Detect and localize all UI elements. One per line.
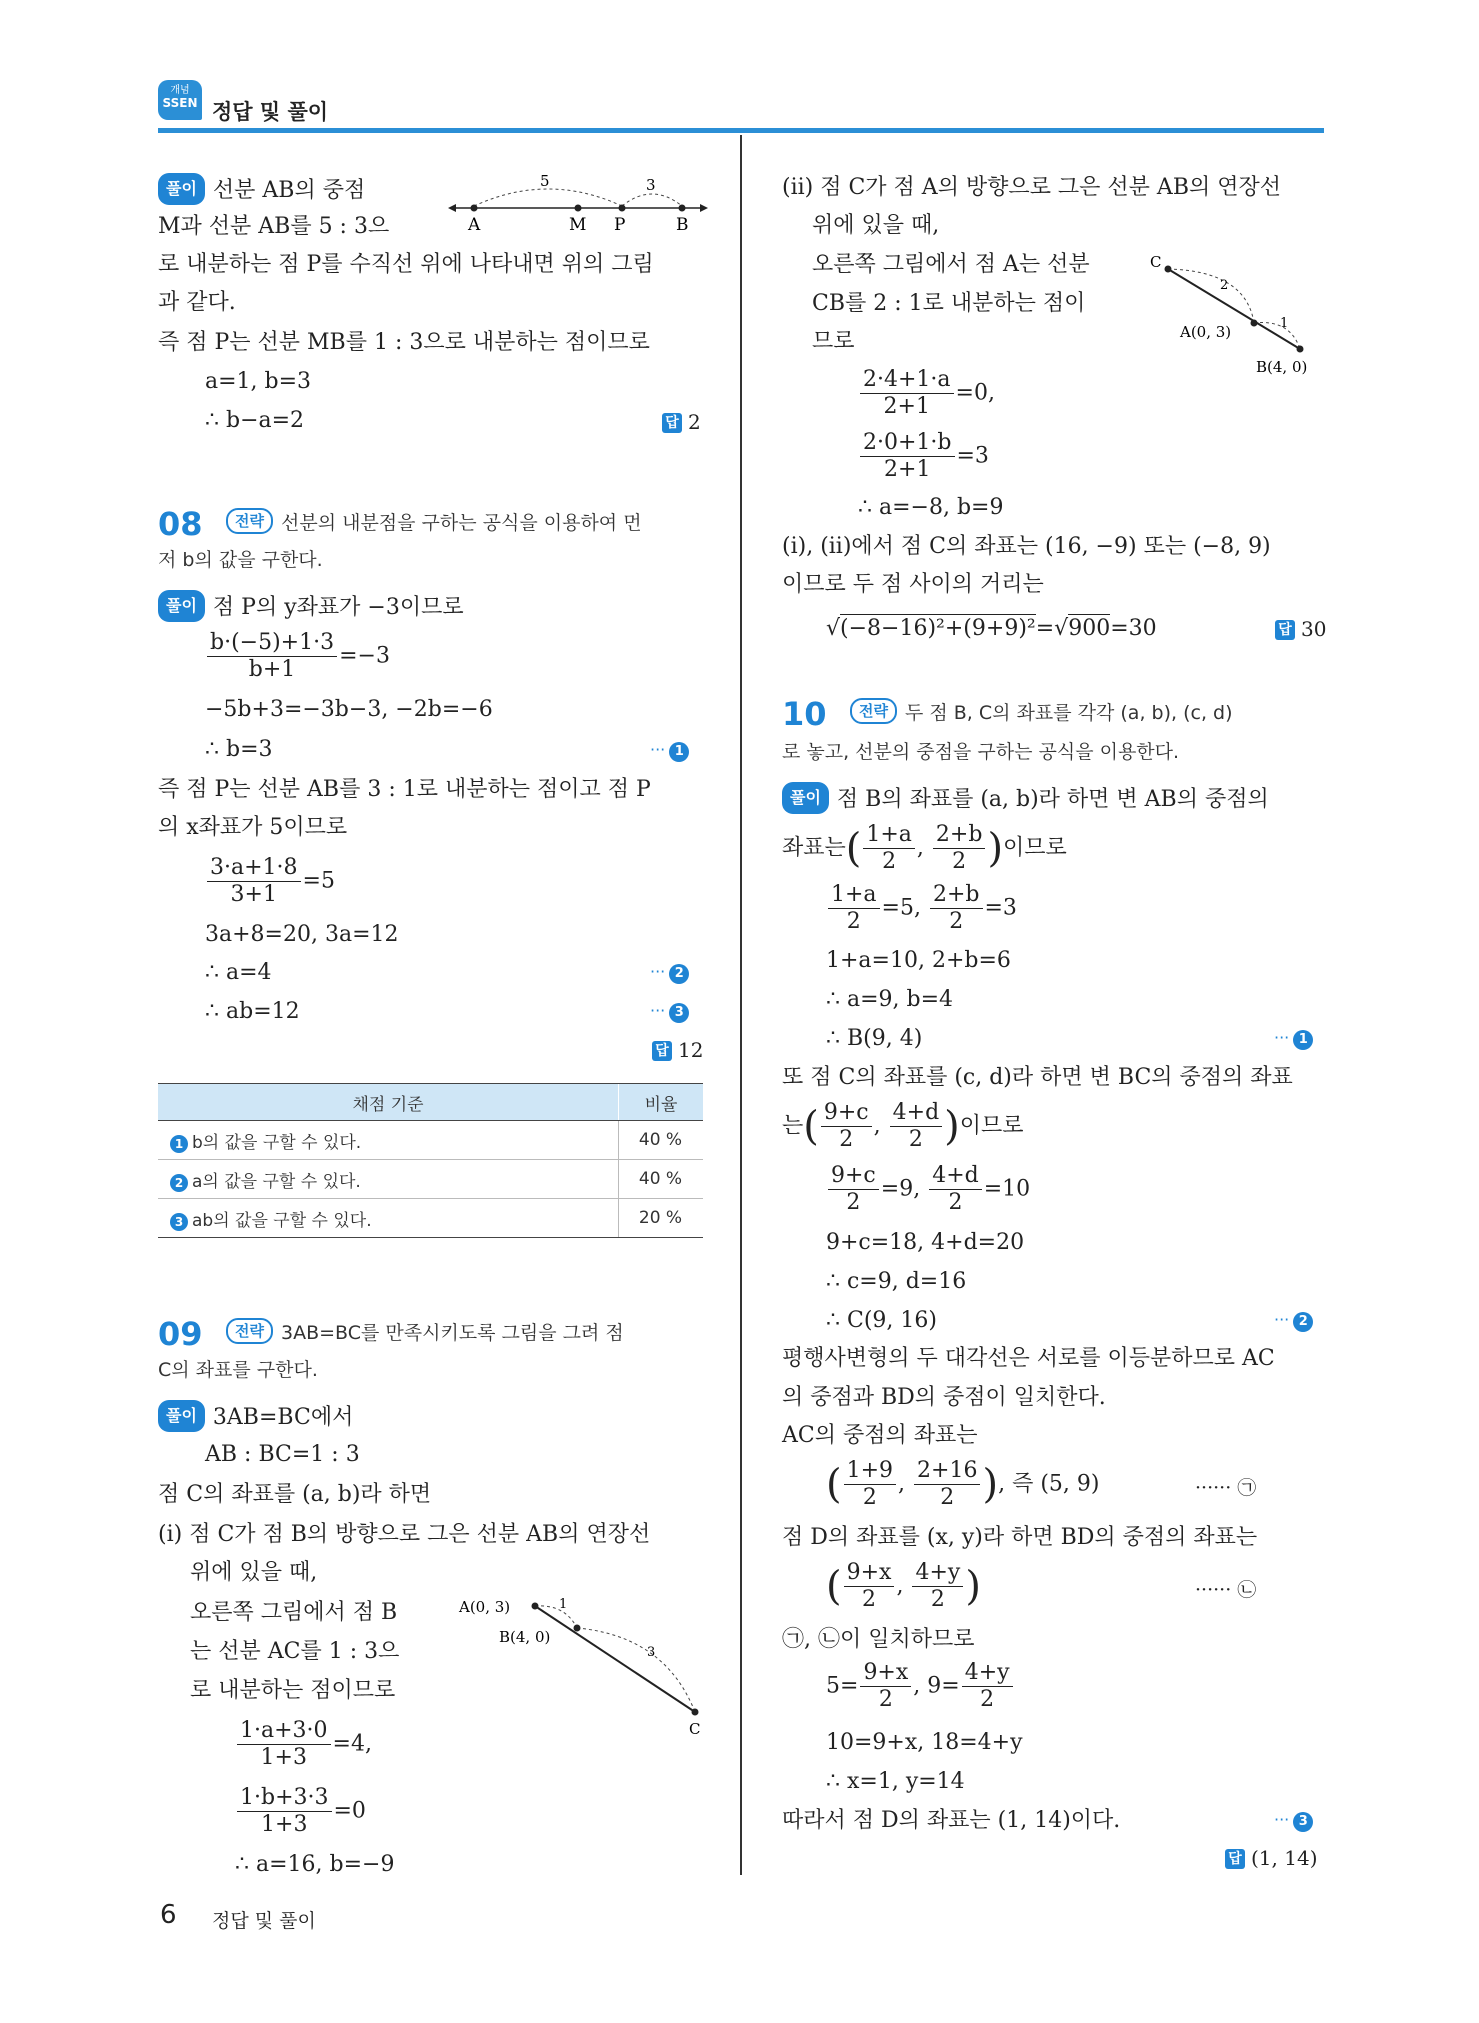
label-ratio-3: 3 <box>647 1645 656 1660</box>
q10-line-1 <box>782 782 1269 815</box>
frac-numerator: 4+d <box>890 1100 943 1127</box>
frac-denominator: 2 <box>948 1190 963 1215</box>
q09-text: 3AB=BC에서 <box>212 1405 354 1430</box>
right-arrow-head <box>700 204 708 212</box>
q09-answer <box>1275 617 1326 641</box>
step-3-icon: 3 <box>1293 1812 1313 1832</box>
q10-line-5: ∴ a=9, b=4 <box>826 987 954 1012</box>
frac-numerator: 1·b+3·3 <box>237 1785 332 1812</box>
q09-line-7: 는 선분 AC를 1 : 3으 <box>190 1639 400 1664</box>
q10-text: 점 B의 좌표를 (a, b)라 하면 변 AB의 중점의 <box>836 787 1269 812</box>
answer-icon: 답 <box>1275 620 1295 640</box>
q10-strategy-text: 두 점 B, C의 좌표를 각각 (a, b), (c, d) <box>904 702 1233 724</box>
q07-text: 선분 AB의 중점 <box>212 178 366 203</box>
strategy-badge: 전략 <box>226 1318 273 1344</box>
q07-answer <box>662 410 701 434</box>
frac-numerator: 2+16 <box>914 1458 980 1485</box>
solution-badge: 풀이 <box>158 1400 205 1432</box>
step-arrow: ··· <box>1274 1810 1290 1829</box>
frac-denominator: 2 <box>862 1587 877 1612</box>
answer-icon: 답 <box>652 1041 672 1061</box>
q10-mark-2: ······ ㉡ <box>1195 1579 1257 1601</box>
q08-line-8: ∴ ab=12 <box>205 999 300 1024</box>
frac-numerator: 2+b <box>933 822 986 849</box>
step-3-icon: 3 <box>669 1003 689 1023</box>
q08-line-2: −5b+3=−3b−3, −2b=−6 <box>205 697 493 722</box>
q07-line-5: 즉 점 P는 선분 MB를 1 : 3으로 내분하는 점이므로 <box>158 330 650 355</box>
label-m: M <box>569 215 587 235</box>
frac-denominator: 2 <box>908 1127 923 1152</box>
column-divider <box>740 135 742 1875</box>
table-cell-ratio: 40 % <box>619 1160 704 1199</box>
sqrt-900: 900 <box>1068 616 1111 641</box>
q08-strategy-line-2: 저 b의 값을 구한다. <box>158 549 323 571</box>
point-b-dot <box>679 205 686 212</box>
q08-strategy-text: 선분의 내분점을 구하는 공식을 이용하여 먼 <box>280 512 642 534</box>
q10-line-13: 평행사변형의 두 대각선은 서로를 이등분하므로 AC <box>782 1346 1275 1371</box>
strategy-badge: 전략 <box>226 508 273 534</box>
frac-denominator: b+1 <box>248 657 296 682</box>
frac-numerator: 2+b <box>930 882 983 909</box>
label-ratio-2: 2 <box>1220 278 1229 293</box>
frac-denominator: 1+3 <box>260 1745 307 1770</box>
frac-denominator: 2 <box>882 849 897 874</box>
text: , 9= <box>913 1673 960 1699</box>
point-c-dot <box>1165 266 1172 273</box>
q10-line-16: ( $\frac{1+9}{2}$ , $\frac{2+16}{2}$ ), 즉 (5, 9) <box>826 1458 1100 1510</box>
grading-criteria-table <box>158 1083 703 1238</box>
frac-result: =5 <box>302 868 335 894</box>
criteria-text: b의 값을 구할 수 있다. <box>192 1132 362 1153</box>
answer-icon: 답 <box>1225 1849 1245 1869</box>
frac-numerator: 9+x <box>860 1660 911 1687</box>
q07-line-2: M과 선분 AB를 5 : 3으 <box>158 214 390 239</box>
q09-right-line-2: 위에 있을 때, <box>812 213 940 238</box>
span-label-3: 3 <box>646 176 656 194</box>
table-row <box>158 1160 703 1199</box>
q10-line-22: ∴ x=1, y=14 <box>826 1769 965 1794</box>
frac-denominator: 3+1 <box>230 882 277 907</box>
q08-line-6: 3a+8=20, 3a=12 <box>205 922 399 947</box>
q09-fraction-3 <box>858 367 995 420</box>
q09-right-line-8: 이므로 두 점 사이의 거리는 <box>782 572 1044 597</box>
logo-bottom-text: SSEN <box>162 96 198 110</box>
q09-distance-line: √(−8−16)²+(9+9)²=√900=30 <box>826 616 1157 641</box>
text: 이므로 <box>1003 835 1067 861</box>
q10-line-6: ∴ B(9, 4) <box>826 1026 923 1051</box>
brand-logo <box>158 80 202 120</box>
frac-denominator: 2 <box>839 1127 854 1152</box>
point-p-dot <box>619 205 626 212</box>
frac-numerator: 2·0+1·b <box>860 430 955 457</box>
q09-strategy-text: 3AB=BC를 만족시키도록 그림을 그려 점 <box>280 1322 624 1344</box>
q07-answer-value: 2 <box>688 410 701 434</box>
q09-right-line-6: ∴ a=−8, b=9 <box>858 495 1004 520</box>
q08-step-2-marker <box>650 962 689 984</box>
text: 5= <box>826 1673 859 1699</box>
q08-step-3-marker <box>650 1001 689 1023</box>
table-cell-criteria <box>158 1199 619 1238</box>
circle-number-icon: 2 <box>170 1174 188 1192</box>
point-b-dot <box>1297 346 1304 353</box>
frac-result: =10 <box>983 1176 1031 1202</box>
frac-numerator: 9+c <box>828 1163 879 1190</box>
frac-numerator: 1·a+3·0 <box>237 1718 331 1745</box>
table-cell-ratio: 40 % <box>619 1121 704 1160</box>
criteria-text: a의 값을 구할 수 있다. <box>192 1171 361 1192</box>
header-title: 정답 및 풀이 <box>212 100 329 124</box>
label-c: C <box>689 1720 701 1738</box>
text: , 즉 (5, 9) <box>998 1471 1100 1497</box>
table-header-row <box>158 1084 703 1121</box>
q07-line-7: ∴ b−a=2 <box>205 408 305 433</box>
circle-number-icon: 1 <box>170 1135 188 1153</box>
q10-strategy-line-2: 로 놓고, 선분의 중점을 구하는 공식을 이용한다. <box>782 741 1180 763</box>
q08-answer-value: 12 <box>678 1038 704 1062</box>
q09-number: 09 <box>158 1315 203 1353</box>
header-rule <box>158 128 1324 133</box>
label-ratio-1: 1 <box>1280 316 1289 331</box>
q09-line-9: ∴ a=16, b=−9 <box>235 1852 395 1877</box>
frac-denominator: 2 <box>862 1485 877 1510</box>
point-c-dot <box>692 1709 699 1716</box>
q09-line-5: 위에 있을 때, <box>190 1560 318 1585</box>
text: 좌표는 <box>782 835 846 861</box>
frac-denominator: 2 <box>878 1687 893 1712</box>
answer-icon: 답 <box>662 413 682 433</box>
q09-line-4: (i) 점 C가 점 B의 방향으로 그은 선분 AB의 연장선 <box>158 1522 651 1547</box>
q09-line-3: 점 C의 좌표를 (a, b)라 하면 <box>158 1482 432 1507</box>
frac-numerator: 4+d <box>929 1163 982 1190</box>
label-b: B(4, 0) <box>1256 358 1308 376</box>
frac-numerator: 1+9 <box>844 1458 896 1485</box>
q09-line-1 <box>158 1400 353 1433</box>
q08-strategy-line-1 <box>226 508 642 538</box>
left-arrow-head <box>448 204 456 212</box>
frac-numerator: 1+a <box>863 822 915 849</box>
q08-line-1 <box>158 590 464 623</box>
page-number: 6 <box>160 1900 177 1930</box>
label-p: P <box>614 215 626 235</box>
text: 는 <box>782 1113 804 1139</box>
label-c: C <box>1150 253 1162 271</box>
q10-mark-1: ······ ㉠ <box>1195 1477 1257 1499</box>
frac-denominator: 2 <box>930 1587 945 1612</box>
q08-number: 08 <box>158 505 203 543</box>
criteria-text: ab의 값을 구할 수 있다. <box>192 1210 372 1231</box>
q09-line-2: AB : BC=1 : 3 <box>205 1442 360 1467</box>
q07-line-3: 로 내분하는 점 P를 수직선 위에 나타내면 위의 그림 <box>158 252 654 277</box>
table-cell-ratio: 20 % <box>619 1199 704 1238</box>
q08-line-3: ∴ b=3 <box>205 737 273 762</box>
q10-line-7: 또 점 C의 좌표를 (c, d)라 하면 변 BC의 중점의 좌표 <box>782 1065 1293 1090</box>
span-arc-5 <box>474 189 622 206</box>
q10-line-23: 따라서 점 D의 좌표는 (1, 14)이다. <box>782 1808 1121 1833</box>
q08-fraction-1 <box>205 630 390 683</box>
label-b: B <box>676 215 689 235</box>
q10-step-1-marker <box>1274 1028 1313 1050</box>
q09-fraction-1 <box>235 1718 372 1771</box>
point-a-dot <box>471 205 478 212</box>
q09-right-line-5: 므로 <box>812 329 855 354</box>
label-a: A <box>468 215 481 235</box>
q10-line-10: 9+c=18, 4+d=20 <box>826 1230 1025 1255</box>
step-2-icon: 2 <box>1293 1312 1313 1332</box>
table-row <box>158 1199 703 1238</box>
span-arc-3 <box>622 194 682 206</box>
frac-numerator: 2·4+1·a <box>860 367 954 394</box>
q09-right-line-1: (ii) 점 C가 점 A의 방향으로 그은 선분 AB의 연장선 <box>782 175 1281 200</box>
q08-line-5: 의 x좌표가 5이므로 <box>158 815 348 840</box>
frac-numerator: 4+y <box>912 1560 963 1587</box>
q10-line-21: 10=9+x, 18=4+y <box>826 1730 1023 1755</box>
label-a: A(0, 3) <box>459 1598 511 1616</box>
q07-number-line-figure <box>448 170 708 236</box>
frac-numerator: 9+c <box>821 1100 872 1127</box>
frac-denominator: 2 <box>940 1485 955 1510</box>
q10-line-8: 는( $\frac{9+c}{2}$ , $\frac{4+d}{2}$ )이므로 <box>782 1100 1024 1152</box>
q09-strategy-line-1 <box>226 1318 624 1348</box>
q10-line-11: ∴ c=9, d=16 <box>826 1269 967 1294</box>
text: 이므로 <box>959 1113 1024 1139</box>
q10-line-18: ( $\frac{9+x}{2}$ , $\frac{4+y}{2}$ ) <box>826 1560 981 1612</box>
q10-line-20 <box>826 1660 1015 1713</box>
step-2-icon: 2 <box>669 964 689 984</box>
q10-line-17: 점 D의 좌표를 (x, y)라 하면 BD의 중점의 좌표는 <box>782 1525 1258 1550</box>
q08-text: 점 P의 y좌표가 −3이므로 <box>212 595 464 620</box>
q09-line-8: 로 내분하는 점이므로 <box>190 1678 396 1703</box>
q09-figure-case-2 <box>1140 245 1330 380</box>
table-cell-criteria <box>158 1160 619 1199</box>
frac-result: =−3 <box>339 643 390 669</box>
label-ratio-1: 1 <box>559 1597 568 1612</box>
frac-numerator: 1+a <box>828 882 880 909</box>
frac-denominator: 2 <box>846 909 861 934</box>
q09-right-line-3: 오른쪽 그림에서 점 A는 선분 <box>812 252 1090 277</box>
footer-title: 정답 및 풀이 <box>212 1910 316 1932</box>
solution-badge: 풀이 <box>158 173 205 205</box>
q07-line-4: 과 같다. <box>158 290 236 315</box>
q08-step-1-marker <box>650 740 689 762</box>
q07-line-1 <box>158 173 365 206</box>
q09-figure-case-1 <box>455 1590 710 1740</box>
frac-denominator: 2+1 <box>883 394 930 419</box>
frac-numerator: 3·a+1·8 <box>207 855 301 882</box>
q10-line-19: ㉠, ㉡이 일치하므로 <box>782 1627 975 1652</box>
frac-result: =5, <box>881 895 921 921</box>
label-a: A(0, 3) <box>1180 323 1232 341</box>
q10-step-2-marker <box>1274 1310 1313 1332</box>
frac-denominator: 2 <box>846 1190 861 1215</box>
point-a-dot <box>1251 320 1258 327</box>
circle-number-icon: 3 <box>170 1213 188 1231</box>
q10-line-12: ∴ C(9, 16) <box>826 1308 937 1333</box>
step-arrow: ··· <box>650 1001 666 1020</box>
frac-result: =0 <box>333 1798 366 1824</box>
q09-line-6: 오른쪽 그림에서 점 B <box>190 1600 398 1625</box>
frac-denominator: 1+3 <box>261 1812 308 1837</box>
q09-strategy-line-2: C의 좌표를 구한다. <box>158 1359 318 1381</box>
q10-line-3 <box>826 882 1017 935</box>
solution-badge: 풀이 <box>782 782 829 814</box>
strategy-badge: 전략 <box>850 698 897 724</box>
frac-denominator: 2 <box>952 849 967 874</box>
frac-numerator: 9+x <box>844 1560 895 1587</box>
q08-fraction-2 <box>205 855 335 908</box>
step-arrow: ··· <box>1274 1028 1290 1047</box>
step-arrow: ··· <box>1274 1310 1290 1329</box>
step-1-icon: 1 <box>669 742 689 762</box>
frac-result: =3 <box>956 443 989 469</box>
q08-line-7: ∴ a=4 <box>205 960 272 985</box>
segment-ac <box>535 1606 695 1712</box>
frac-numerator: b·(−5)+1·3 <box>207 630 337 657</box>
equals-sign: = <box>1035 616 1055 641</box>
frac-result: =3 <box>984 895 1017 921</box>
q08-line-4: 즉 점 P는 선분 AB를 3 : 1로 내분하는 점이고 점 P <box>158 777 651 802</box>
q10-answer-value: (1, 14) <box>1251 1846 1318 1870</box>
q07-line-6: a=1, b=3 <box>205 369 312 394</box>
frac-denominator: 2+1 <box>884 457 931 482</box>
frac-numerator: 4+y <box>962 1660 1013 1687</box>
q09-right-line-7: (i), (ii)에서 점 C의 좌표는 (16, −9) 또는 (−8, 9) <box>782 534 1271 559</box>
point-a-dot <box>532 1603 539 1610</box>
q10-answer <box>1225 1846 1318 1870</box>
step-arrow: ··· <box>650 740 666 759</box>
frac-result: =4, <box>332 1731 372 1757</box>
q10-step-3-marker <box>1274 1810 1313 1832</box>
q10-line-15: AC의 중점의 좌표는 <box>782 1423 978 1448</box>
table-row <box>158 1121 703 1160</box>
q09-right-line-4: CB를 2 : 1로 내분하는 점이 <box>812 291 1086 316</box>
table-header-ratio: 비율 <box>619 1084 704 1121</box>
label-b: B(4, 0) <box>499 1628 551 1646</box>
solution-badge: 풀이 <box>158 590 205 622</box>
table-cell-criteria <box>158 1121 619 1160</box>
frac-result: =0, <box>955 380 995 406</box>
step-1-icon: 1 <box>1293 1030 1313 1050</box>
distance-result: =30 <box>1110 616 1157 641</box>
step-arrow: ··· <box>650 962 666 981</box>
q10-line-9 <box>826 1163 1030 1216</box>
point-m-dot <box>575 205 582 212</box>
frac-result: =9, <box>880 1176 921 1202</box>
table-header-criteria: 채점 기준 <box>158 1084 619 1121</box>
span-label-5: 5 <box>540 172 550 190</box>
logo-top-text: 개념 <box>170 85 190 96</box>
frac-denominator: 2 <box>980 1687 995 1712</box>
q08-answer <box>652 1038 703 1062</box>
q10-line-4: 1+a=10, 2+b=6 <box>826 948 1011 973</box>
q09-fraction-4 <box>858 430 989 483</box>
q10-line-14: 의 중점과 BD의 중점이 일치한다. <box>782 1385 1106 1410</box>
q10-strategy-line-1 <box>850 698 1233 728</box>
q09-answer-value: 30 <box>1301 617 1327 641</box>
frac-denominator: 2 <box>949 909 964 934</box>
sqrt-expression: (−8−16)²+(9+9)² <box>840 616 1036 641</box>
q10-number: 10 <box>782 695 827 733</box>
point-b-dot <box>574 1625 581 1632</box>
q10-line-2: 좌표는( $\frac{1+a}{2}$ , $\frac{2+b}{2}$ )이므로 <box>782 822 1067 874</box>
q09-fraction-2 <box>235 1785 366 1838</box>
